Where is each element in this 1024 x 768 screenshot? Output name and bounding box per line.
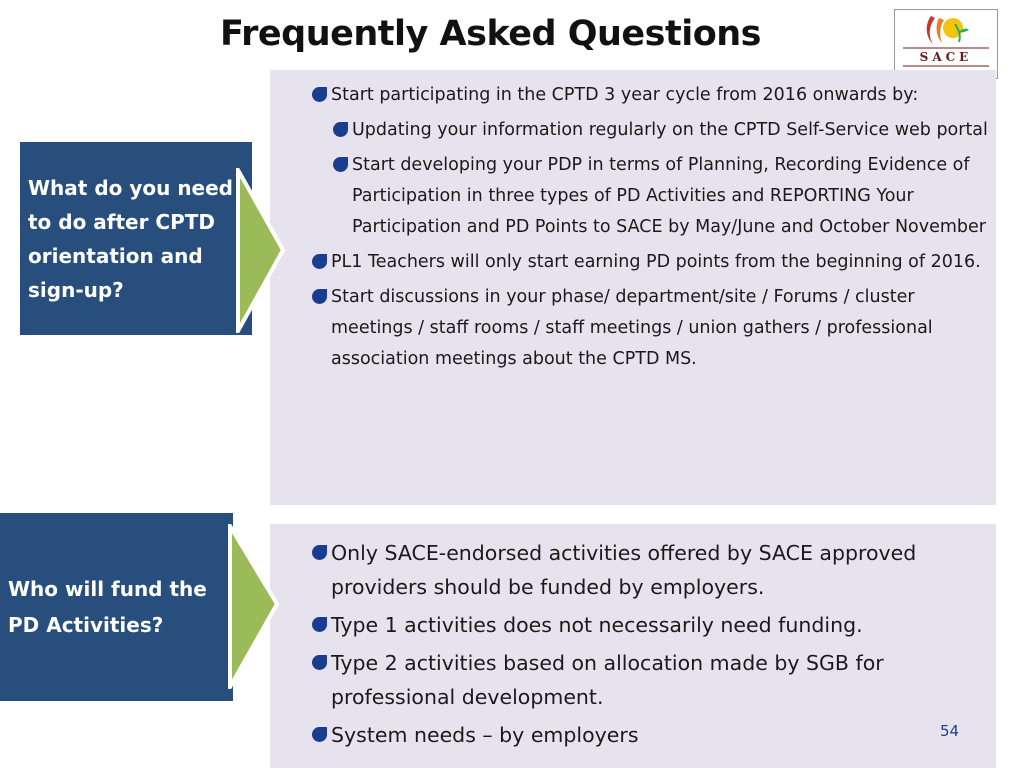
list-item: PL1 Teachers will only start earning PD points from the beginning of 2016. (312, 247, 992, 278)
list-item: Updating your information regularly on the CPTD Self-Service web portal (333, 115, 992, 146)
leaf-bullet-icon (312, 254, 327, 269)
answer-list-1 (312, 80, 992, 379)
answer-list-2 (312, 536, 992, 756)
page-title: Frequently Asked Questions (220, 14, 762, 54)
leaf-bullet-icon (312, 617, 327, 632)
list-item: Start discussions in your phase/ department/site / Forums / cluster meetings / staff rooms / staff meetings / union gathers / professional association meetings about the CPTD MS. (312, 282, 992, 375)
list-item: Type 1 activities does not necessarily need funding. (312, 608, 992, 642)
page-number: 54 (940, 722, 960, 740)
question-text-2: Who will fund the PD Activities? (8, 577, 207, 637)
leaf-bullet-icon (333, 157, 348, 172)
leaf-bullet-icon (312, 87, 327, 102)
question-box-1 (20, 142, 252, 335)
leaf-bullet-icon (312, 727, 327, 742)
chevron-arrow-icon (236, 168, 286, 333)
list-item: System needs – by employers (312, 718, 992, 752)
list-item: Start participating in the CPTD 3 year cycle from 2016 onwards by: (312, 80, 992, 111)
list-item: Only SACE-endorsed activities offered by SACE approved providers should be funded by employers. (312, 536, 992, 604)
leaf-bullet-icon (312, 545, 327, 560)
list-item: Type 2 activities based on allocation made by SGB for professional development. (312, 646, 992, 714)
list-item: Start developing your PDP in terms of Planning, Recording Evidence of Participation in three types of PD Activities and REPORTING Your Participation and PD Points to SACE by May/June and October November (333, 150, 992, 243)
leaf-bullet-icon (333, 122, 348, 137)
chevron-arrow-icon (228, 524, 280, 689)
logo-wordmark: SACE (919, 50, 973, 64)
question-text-1: What do you need to do after CPTD orientation and sign-up? (28, 175, 233, 302)
leaf-bullet-icon (312, 655, 327, 670)
question-box-2 (0, 513, 233, 701)
sace-logo (894, 9, 998, 79)
leaf-bullet-icon (312, 289, 327, 304)
